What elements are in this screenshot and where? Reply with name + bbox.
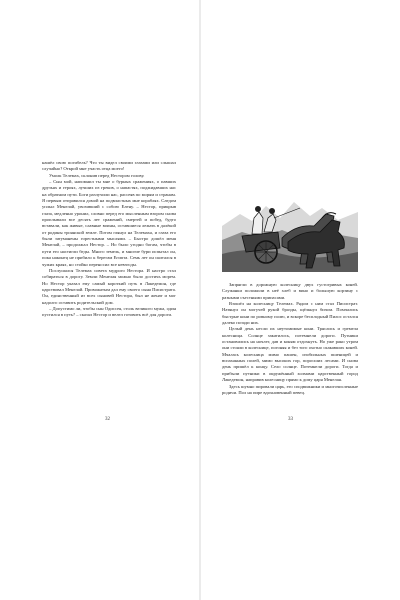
right-text-column xyxy=(222,282,358,396)
left-paragraph-2: Умолк Телемах, склонив перед Нестором голову. xyxy=(49,172,145,178)
left-paragraph-1: нашёл свою погибель? Что ты видел своими глазами или слышал случайно? Открой мне участь отца моего! xyxy=(42,160,176,172)
chariot-illustration xyxy=(222,188,358,272)
left-paragraph-4: Послушался Телемах совета мудрого Нестора. И настро стал собираться в дорогу. Земли Менелая можно было достичь морем. Но Нестор указал ему самый короткий путь в Лакедемон, где царствовал Менелай. Провожатым дал ему своего сына Писистрата. Он, единственный из всех сыновей Нестора, был не женат и мог надолго оставить родительский дом. xyxy=(42,267,176,305)
right-paragraph-2: Взошёл на колесницу Телемах. Рядом с ним стал Писистрат. Натянул он могучей рукой бразды, щёлкнул бичом. Помчались быстрые кони по ровному полю, и вскоре бесплодный Пилос остался далеко позади них. xyxy=(222,301,359,326)
right-page xyxy=(200,0,400,600)
left-paragraph-3: – Сын мой, напомнил ты мне о бурных сражениях, о павших друзьях и героях, лучших из греков, о напастях, поджидавших нас на обратном пути. Боги разлучили нас, рассеяв по морям и странам. Я первым отправился домой на подвластных мне кораблях. Следом уплыл Менелай, увозивший с собою Елену. – Нестор, прикрыв глаза, медленно уронил, словно перед его мысленным взором снова проплывали все десять лет сражений, смертей и побед, будто вставали, как живые, славные воины, оставшиеся лежать в далёкой от родины троянской земле. Потом глянул на Телемаха, и глаза его были затуманены горестными мыслями. – Быстро дошёл меня Менелай, – продолжал Нестор. – Но было угодно богам, чтобы в пути его настигли беды. Много земель, и многие бури испытал он, пока наконец не прибило к берегам Египта. Семь лет он скитался в чужих краях, но стойко переносил все невзгоды. xyxy=(42,179,176,267)
right-page-number: 33 xyxy=(288,417,293,422)
left-paragraph-5: – Допустимо ли, чтобы сын Одиссея, столь великого мужа, один пустился в путь? – сказал Нестор и велел готовить всё для дороги. xyxy=(42,305,176,318)
left-page-number: 32 xyxy=(105,417,110,422)
right-paragraph-3: Целый день несли их неутомимые кони. Тряслись и гремела колесница. Солнце закатилось, потемнели дороги. Путники остановились на ночлег, дав и коням отдохнуть. Но уже рано утром они стояли в колеснице, погоняя и без того охотно скакавших коней. Мчалась колесница мимо пашен, изобильных пшеницей и вспаханных полей, мимо высоких гор, поросших лесами. И снова день пришёл к концу. Село солнце. Потемнели дороги. Тогда и прибыли путники в окружённый холмами царственный город Лакедемон, направив колесницу прямо к дому царя Менелая. xyxy=(222,326,358,383)
right-paragraph-4: Здесь шумно пировали царь, его сподвижники и многочисленные родичи. Пол на пире вдохновенный певец. xyxy=(222,383,358,395)
left-text-column xyxy=(42,160,176,319)
right-paragraph-1: Запрягли в дорожную колесницу двух густогривых коней. Служанки положили в неё хлеб и вино и большую корзину с разными съестными припасами. xyxy=(222,282,358,300)
